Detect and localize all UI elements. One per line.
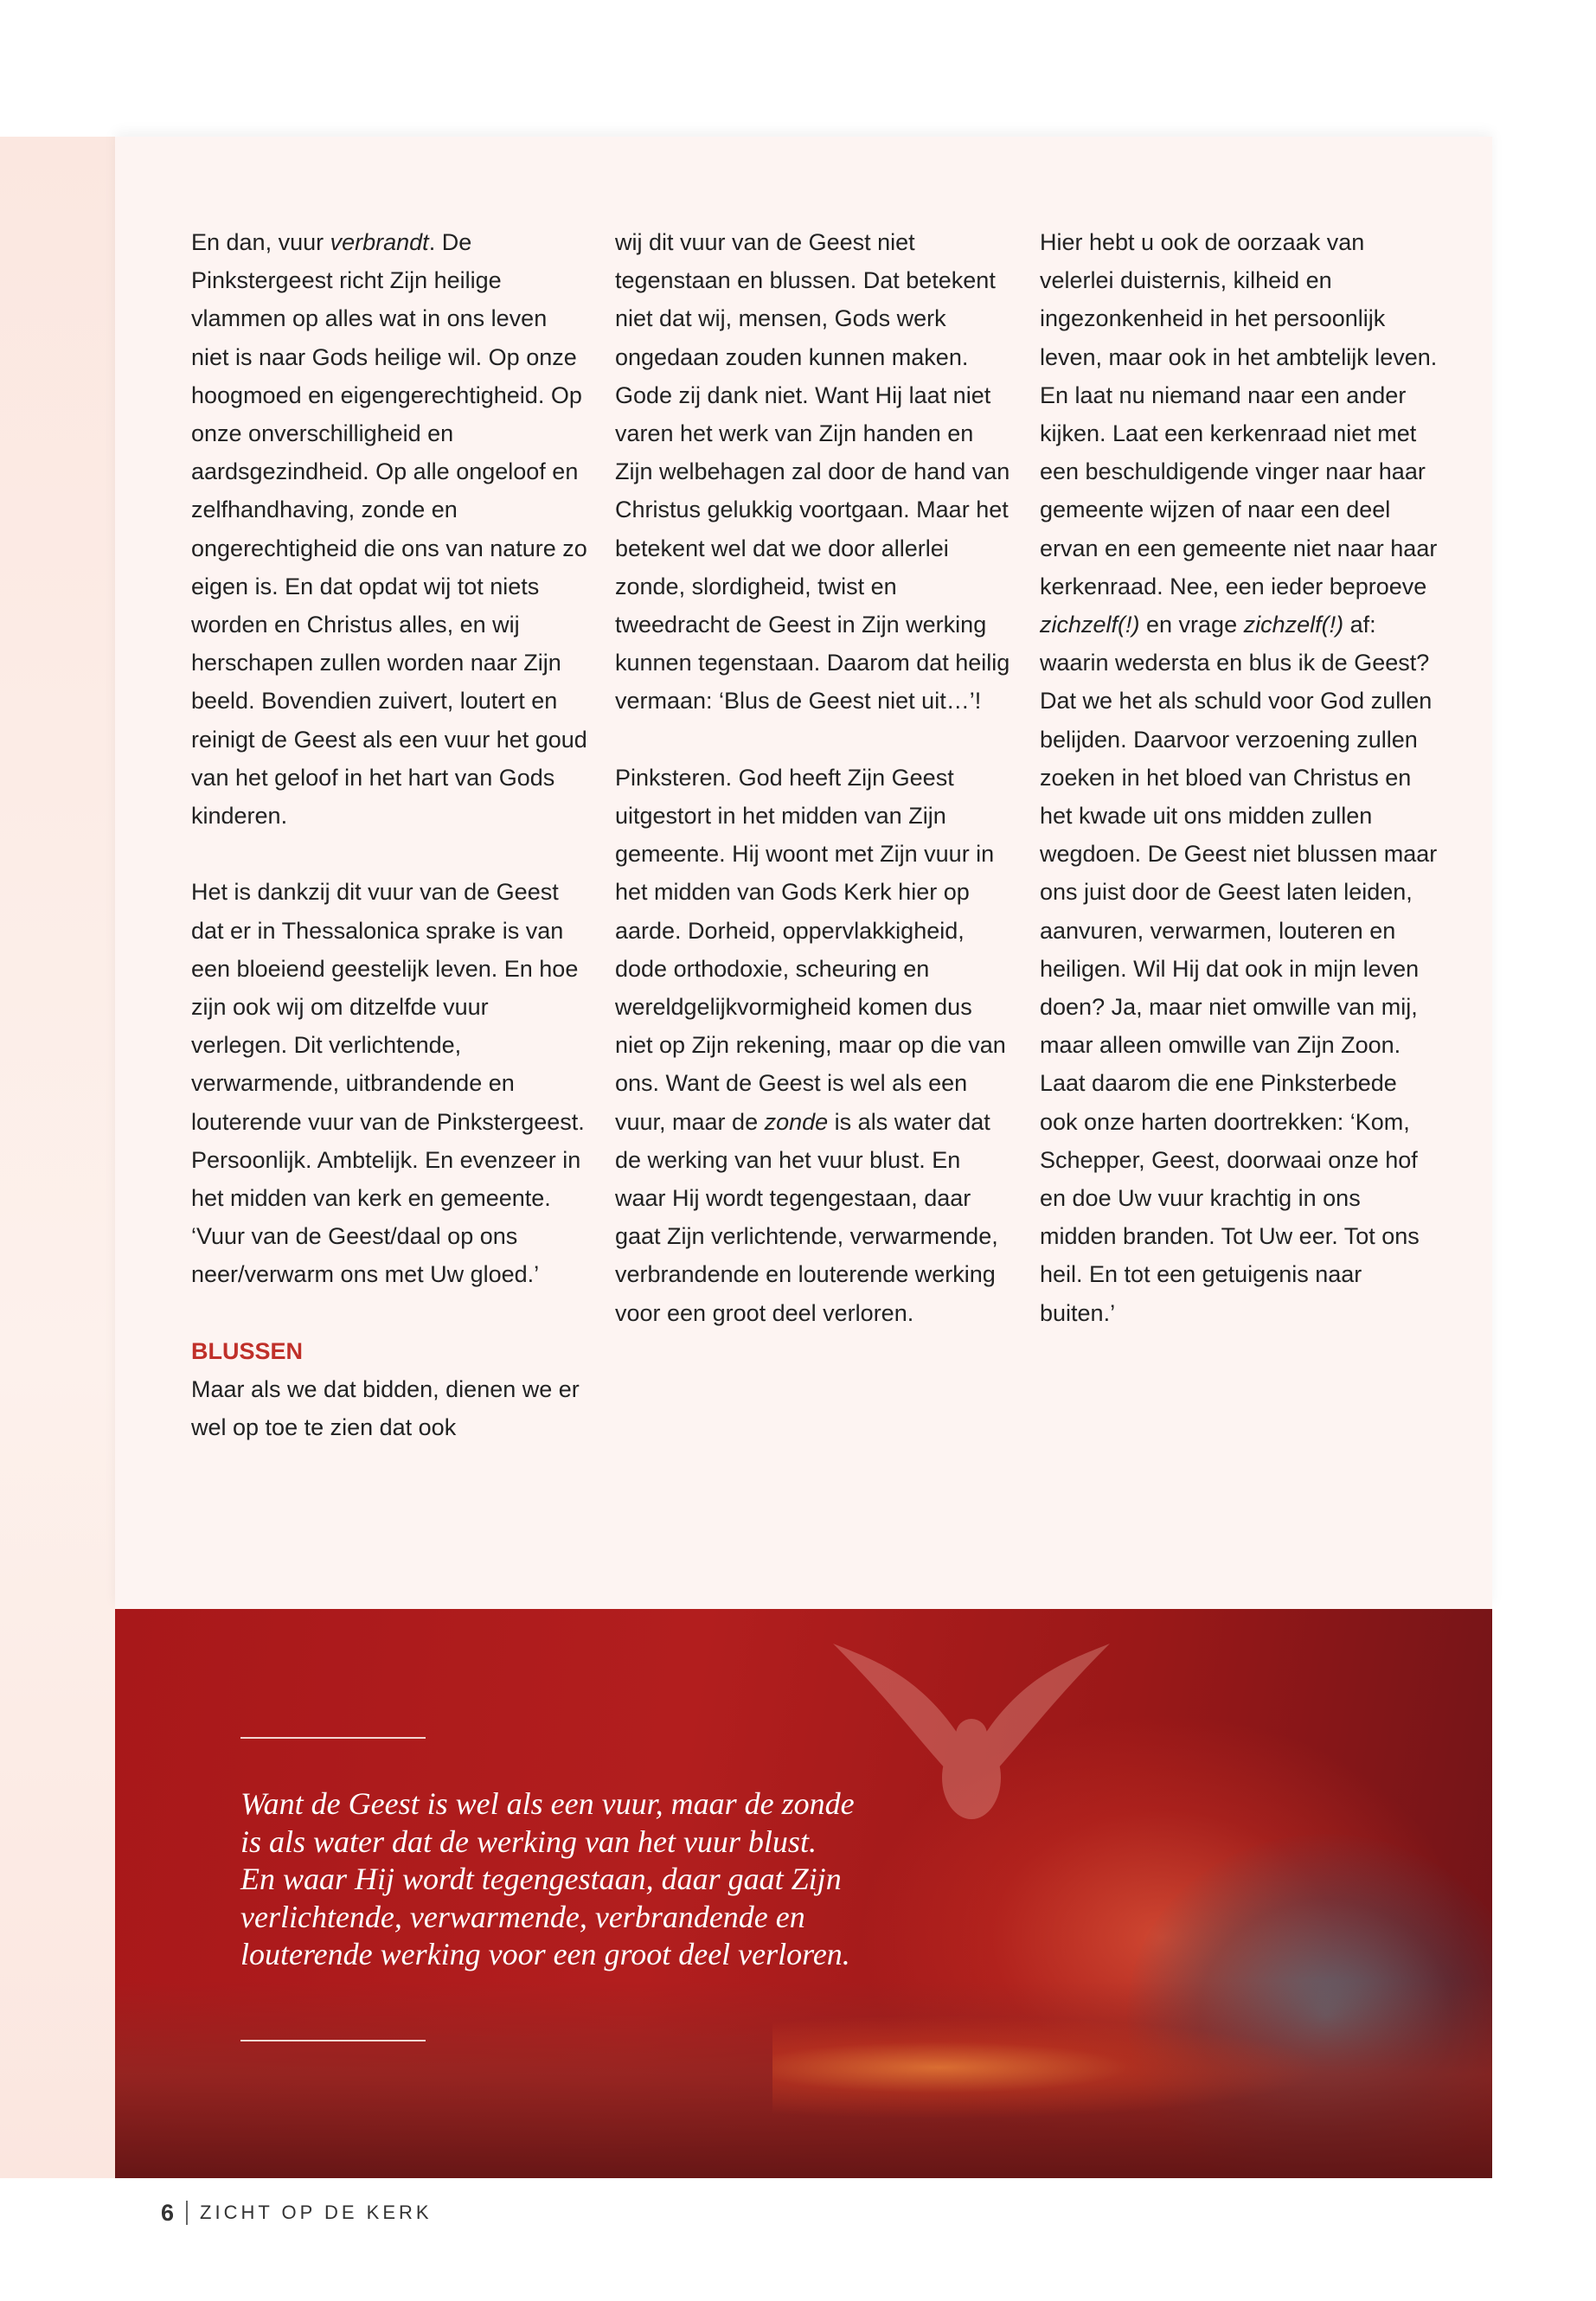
- text-run: Maar als we dat bidden, dienen we er wel op toe te zien dat ook: [191, 1376, 580, 1441]
- text-run: is als water dat de werking van het vuur blust. En waar Hij wordt tegengestaan, daar gaat Zijn verlichtende, verwarmende, verbrandende en louterende werking voor een groot deel verloren.: [615, 1108, 998, 1326]
- quote-rule-bottom: [240, 2040, 426, 2041]
- text-run: En dan, vuur: [191, 229, 330, 255]
- article-column-2: [615, 223, 1013, 1332]
- pullquote-line: verlichtende, verwarmende, verbrandende en: [240, 1899, 805, 1934]
- quote-rule-top: [240, 1737, 426, 1739]
- article-column-1: [191, 223, 589, 1446]
- pullquote-line: En waar Hij wordt tegengestaan, daar gaat Zijn: [240, 1862, 842, 1896]
- page-footer: [161, 2197, 433, 2228]
- emphasis-text: verbrandt: [330, 229, 429, 255]
- paragraph: [191, 223, 589, 835]
- pullquote-text: [240, 1785, 984, 1974]
- emphasis-text: zichzelf(!): [1243, 612, 1344, 638]
- paragraph: Het is dankzij dit vuur van de Geest dat er in Thessalonica sprake is van een bloeiend geestelijk leven. En hoe zijn ook wij om ditzelfde vuur verlegen. Dit verlichtende, verwarmende, uitbrandende en louterende vuur van de Pinkstergeest. Persoonlijk. Ambtelijk. En evenzeer in het midden van kerk en gemeente. ‘Vuur van de Geest/daal op ons neer/verwarm ons met Uw gloed.’: [191, 879, 585, 1288]
- emphasis-text: zichzelf(!): [1040, 612, 1140, 638]
- paragraph: [615, 759, 1013, 1332]
- paragraph: [1040, 223, 1438, 1332]
- fire-embers: [772, 2016, 1326, 2119]
- text-run: Hier hebt u ook de oorzaak van velerlei duisternis, kilheid en ingezonkenheid in het persoonlijk leven, maar ook in het ambtelijk leven. En laat nu niemand naar een ander kijken. Laat een kerkenraad niet met een beschuldigende vinger naar haar gemeente wijzen of naar een deel ervan en een gemeente niet naar haar kerkenraad. Nee, een ieder beproeve: [1040, 229, 1438, 599]
- paragraph: [191, 1332, 589, 1447]
- page-number: 6: [161, 2199, 175, 2226]
- pullquote-line: is als water dat de werking van het vuur blust.: [240, 1823, 817, 1859]
- left-margin-gradient: [0, 137, 115, 2178]
- article-column-3: [1040, 223, 1438, 1332]
- publication-name: ZICHT OP DE KERK: [200, 2202, 433, 2223]
- text-run: . De Pinkstergeest richt Zijn heilige vlammen op alles wat in ons leven niet is naar Gods heilige wil. Op onze hoogmoed en eigengerechtigheid. Op onze onverschilligheid en aardsgezindheid. Op alle ongeloof en zelfhandhaving, zonde en ongerechtigheid die ons van nature zo eigen is. En dat opdat wij tot niets worden en Christus alles, en wij herschapen zullen worden naar Zijn beeld. Bovendien zuivert, loutert en reinigt de Geest als een vuur het goud van het geloof in het hart van Gods kinderen.: [191, 229, 587, 830]
- text-run: en vrage: [1139, 612, 1244, 638]
- emphasis-text: zonde: [764, 1108, 829, 1135]
- text-run: af: waarin wedersta en blus ik de Geest? Dat we het als schuld voor God zullen belijden. Daarvoor verzoening zullen zoeken in het bloed van Christus en het kwade uit ons midden zullen wegdoen. De Geest niet blussen maar ons juist door de Geest laten leiden, aanvuren, verwarmen, louteren en heiligen. Wil Hij dat ook in mijn leven doen? Ja, maar niet omwille van mij, maar alleen omwille van Zijn Zoon. Laat daarom die ene Pinksterbede ook onze harten doortrekken: ‘Kom, Schepper, Geest, doorwaai onze hof en doe Uw vuur krachtig in ons midden branden. Tot Uw eer. Tot ons heil. En tot een getuigenis naar buiten.’: [1040, 612, 1438, 1326]
- footer-divider: [186, 2201, 188, 2225]
- pullquote-line: Want de Geest is wel als een vuur, maar de zonde: [240, 1786, 855, 1821]
- paragraph: wij dit vuur van de Geest niet tegenstaan en blussen. Dat betekent niet dat wij, mensen, Gods werk ongedaan zouden kunnen maken. Gode zij dank niet. Want Hij laat niet varen het werk van Zijn handen en Zijn welbehagen zal door de hand van Christus gelukkig voortgaan. Maar het betekent wel dat we door allerlei zonde, slordigheid, twist en tweedracht de Geest in Zijn werking kunnen tegenstaan. Daarom dat heilig vermaan: ‘Blus de Geest niet uit…’!: [615, 229, 1010, 715]
- text-run: Pinksteren. God heeft Zijn Geest uitgestort in het midden van Zijn gemeente. Hij woont met Zijn vuur in het midden van Gods Kerk hier op aarde. Dorheid, oppervlakkigheid, dode orthodoxie, scheuring en wereldgelijkvormigheid komen dus niet op Zijn rekening, maar op die van ons. Want de Geest is wel als een vuur, maar de: [615, 764, 1006, 1135]
- section-heading: BLUSSEN: [191, 1337, 304, 1364]
- pullquote-line: louterende werking voor een groot deel verloren.: [240, 1937, 850, 1971]
